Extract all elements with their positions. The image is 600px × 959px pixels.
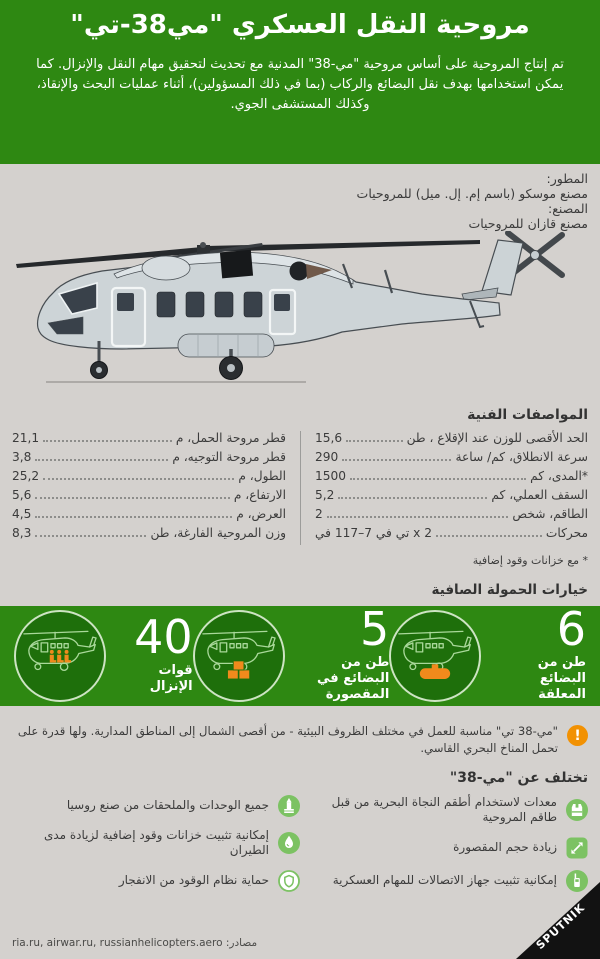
spec-row: قطر مروحة الحمل، م 21,1 [12,431,286,445]
list-item: إمكانية تثبيت خزانات وقود إضافية لزيادة مدى الطيران [12,828,300,859]
payload-band [0,602,600,706]
manufacturer-value: مصنع قازان للمروحيات [468,216,588,231]
dotted-leader [338,497,487,499]
spec-row: العرض، م 4,5 [12,507,286,521]
payload-item-sling [389,602,586,703]
dotted-leader [35,516,232,518]
payload-value: 6 [556,602,586,657]
exclamation-icon: ! [567,725,588,746]
dotted-leader [43,478,234,480]
note-text: "مي-38 تي" مناسبة للعمل في مختلف الظروف البيئية - من أقصى الشمال إلى المناطق المدارية. ولها قدرة على تحمل المناخ البحري القاسي. [17,724,558,755]
list-item: جميع الوحدات والملحقات من صنع روسيا [12,795,300,817]
dotted-leader [436,535,542,537]
specs-column-left [12,431,300,545]
sources-text: مصادر: ria.ru, airwar.ru, russianhelicopters.aero [12,937,258,949]
manufacturer-label: المصنع: [548,201,588,216]
spec-row: قطر مروحة التوجيه، م 3,8 [12,450,286,464]
dotted-leader [346,440,403,442]
sponson [178,334,274,357]
payload-value: 40 [134,610,193,665]
spec-row: الطاقم، شخص 2 [315,507,588,521]
engine-exhaust [290,262,309,281]
kremlin-icon [278,795,300,817]
payload-item-troops [14,610,193,702]
payload-title: خيارات الحمولة الصافية [431,582,588,598]
differences-title: تختلف عن "مي-38" [449,769,588,786]
dotted-leader [35,535,146,537]
spec-row: الطول، م 25,2 [12,469,286,483]
spec-row: الارتفاع، م 5,6 [12,488,286,502]
helicopter-sling-cargo-icon [389,610,481,702]
specs-section [0,407,600,567]
payload-label: طن من البضائع المعلقة [537,654,586,703]
helicopter-illustration [0,231,600,403]
tail-fin [482,240,523,295]
sputnik-logo-text: SPUTNIK [533,900,588,952]
list-item: زيادة حجم المقصورة [300,837,588,859]
shield-icon [278,870,300,892]
sputnik-logo [516,882,600,959]
dotted-leader [327,516,509,518]
list-item: معدات لاستخدام أطقم النجاة البحرية من قبل طاقم المروحية [300,795,588,826]
spec-row: *المدى، كم 1500 [315,469,588,483]
list-item: حماية نظام الوقود من الانفجار [12,870,300,892]
page-title: مروحية النقل العسكري "مي38-تي" [70,10,530,40]
dotted-leader [350,478,526,480]
specs-footnote: * مع خزانات وقود إضافية [472,554,588,567]
spec-row: محركات 2 x تي في 7–117 في [315,526,588,540]
dotted-leader [43,440,172,442]
payload-label: قوات الإنزال [149,663,193,695]
sling-cargo [420,664,450,679]
specs-title: المواصفات الفنية [467,407,588,423]
spec-row: السقف العملي، كم 5,2 [315,488,588,502]
fuel-tank-icon [278,832,300,854]
intro-paragraph: تم إنتاج المروحية على أساس مروحية "مي-38" المدنية مع تحديث لتحقيق مهام النقل والإنزال. كما يمكن استخدامها بهدف نقل البضائع والركاب (بما في ذلك المسؤولين)، أثناء عمليات البحث والإنقاذ، وكذلك المستشفى الجوي. [36,57,564,113]
air-intake [220,250,253,279]
differences-section [0,795,600,903]
dotted-leader [35,497,229,499]
troops-figures [50,650,71,663]
differences-column-left [12,795,300,903]
rotor-dome [142,256,190,280]
life-vest-icon [566,799,588,821]
spec-row: الحد الأقصى للوزن عند الإقلاع ، طن 15,6 [315,431,588,445]
dotted-leader [342,459,451,461]
developer-label: المطور: [546,171,588,186]
header-banner [0,0,600,164]
expand-icon [566,837,588,859]
rear-door-window [274,294,290,311]
developer-info [0,164,600,231]
spec-row: سرعة الانطلاق، كم/ ساعة 290 [315,450,588,464]
list-item: إمكانية تثبيت جهاز الاتصالات للمهام العسكرية [300,870,588,892]
spec-row: وزن المروحية الفارغة، طن 8,3 [12,526,286,540]
front-door-window [117,293,134,311]
payload-value: 5 [360,602,390,657]
developer-value: مصنع موسكو (باسم إم. إل. ميل) للمروحيات [356,186,588,201]
tail-rotor-hub [531,251,540,260]
dotted-leader [35,459,168,461]
payload-item-cabin-cargo [193,602,390,703]
payload-label: طن من البضائع في المقصورة [317,654,390,703]
helicopter-cabin-cargo-icon [193,610,285,702]
specs-column-right [300,431,588,545]
helicopter-troops-icon [14,610,106,702]
environment-note [0,706,600,757]
stabilizer [462,288,498,300]
